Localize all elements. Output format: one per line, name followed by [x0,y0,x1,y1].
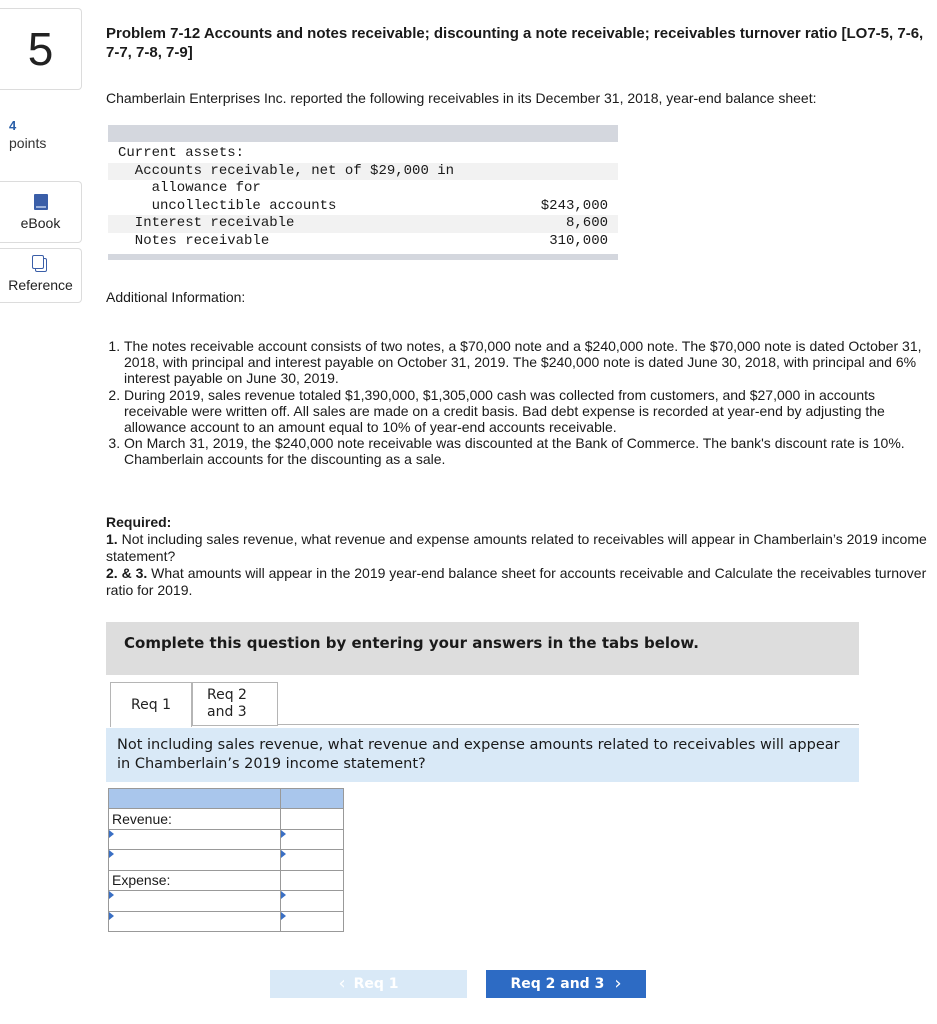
input-marker-icon [281,891,286,899]
table-row [109,850,344,871]
balance-sheet-footer [108,254,618,260]
problem-intro: Chamberlain Enterprises Inc. reported the following receivables in its December 31, 2018, year-end balance sheet: [106,90,817,106]
input-marker-icon [281,850,286,858]
additional-info-list [106,338,931,468]
table-row [108,145,618,163]
reference-button[interactable] [0,248,82,303]
expense-item-cell[interactable] [109,891,281,912]
expense-item-cell[interactable] [109,911,281,932]
revenue-amount-cell[interactable] [281,829,344,850]
points-label: points [9,135,47,151]
table-row [108,233,618,251]
revenue-item-cell[interactable] [109,850,281,871]
revenue-amount-input[interactable] [284,830,340,848]
table-header-row [109,789,344,809]
chevron-right-icon: › [614,973,622,994]
header-cell [109,789,281,809]
table-row [109,870,344,891]
ebook-button[interactable] [0,181,82,243]
tab-label: Req 2 and 3 [207,687,247,720]
instruction-banner: Complete this question by entering your answers in the tabs below. [106,622,859,675]
row-label: Accounts receivable, net of $29,000 in [118,162,455,179]
expense-amount-cell[interactable] [281,891,344,912]
copy-icon [35,258,47,272]
list-item: 3. On March 31, 2019, the $240,000 note receivable was discounted at the Bank of Commerce. The bank's discount rate is 10%. Chamberlain accounts for the discounting as a sale. [124,435,931,467]
row-value: $243,000 [540,197,608,214]
revenue-item-input[interactable] [112,851,277,869]
answer-table [108,788,344,932]
required-heading: Required: [106,514,172,530]
revenue-amount-cell[interactable] [281,850,344,871]
revenue-label: Revenue: [109,809,281,830]
row-label: Current assets: [118,145,245,161]
table-row [109,911,344,932]
expense-amount-cell[interactable] [281,911,344,932]
dropdown-marker-icon [109,830,114,838]
tab-req-2-and-3[interactable] [192,682,278,726]
tab-question: Not including sales revenue, what revenue and expense amounts related to receivables will appear in Chamberlain’s 2019 income statement? [106,728,859,782]
chevron-left-icon: ‹ [338,973,346,994]
table-row [108,180,618,198]
dropdown-marker-icon [109,891,114,899]
tab-label: Req 1 [131,696,171,713]
row-label: Notes receivable [118,232,270,249]
required-item-1 [106,531,934,565]
expense-amount-input[interactable] [284,892,340,910]
next-req-button[interactable] [486,970,646,998]
list-item: 2. During 2019, sales revenue totaled $1,390,000, $1,305,000 cash was collected from customers, and $27,000 in accounts receivable were written off. All sales are made on a credit basis. Bad debt expense is recorded at year-end by adjusting the allowance account to an amount equal to 10% of year-end accounts receivable. [124,387,931,436]
row-label: uncollectible accounts [118,197,337,214]
table-row [108,215,618,233]
row-value: 310,000 [549,232,608,249]
balance-sheet-table [108,125,618,260]
expense-label: Expense: [109,870,281,891]
tab-divider [278,724,859,725]
table-row [109,809,344,830]
row-label: Interest receivable [118,215,295,231]
ebook-label: eBook [20,214,61,231]
tab-req-1[interactable] [110,682,192,727]
input-marker-icon [281,830,286,838]
required-text: Not including sales revenue, what revenue and expense amounts related to receivables will appear in Chamberlain’s 2019 income statement? [106,531,927,564]
required-num: 1. [106,531,118,547]
balance-sheet-header [108,125,618,142]
table-row [109,829,344,850]
prev-label: Req 1 [353,976,399,992]
table-row [109,891,344,912]
row-value: 8,600 [565,215,608,231]
required-item-2 [106,565,934,599]
table-row [108,198,618,216]
table-cell [281,809,344,830]
required-section [106,514,934,599]
question-number: 5 [0,8,82,90]
expense-amount-input[interactable] [284,912,340,930]
revenue-item-cell[interactable] [109,829,281,850]
input-marker-icon [281,912,286,920]
table-row [108,163,618,181]
book-icon [34,194,48,210]
row-label: allowance for [118,180,261,196]
list-item: 1. The notes receivable account consists of two notes, a $70,000 note and a $240,000 note. The $70,000 note is dated October 31, 2018, with principal and interest payable on October 31, 2019. The $240,000 note is dated June 30, 2018, with principal and 6% interest payable on June 30, 2019. [124,338,931,387]
expense-item-input[interactable] [112,912,277,930]
revenue-amount-input[interactable] [284,851,340,869]
next-label: Req 2 and 3 [510,976,605,992]
required-num: 2. & 3. [106,565,148,581]
dropdown-marker-icon [109,912,114,920]
header-cell [281,789,344,809]
dropdown-marker-icon [109,850,114,858]
points-value: 4 [9,118,17,133]
problem-title: Problem 7-12 Accounts and notes receivable; discounting a note receivable; receivables turnover ratio [LO7-5, 7-6, 7-7, 7-8, 7-9] [106,25,924,61]
expense-item-input[interactable] [112,892,277,910]
table-cell [281,870,344,891]
additional-info-heading: Additional Information: [106,289,246,305]
prev-req-button[interactable] [270,970,467,998]
reference-label: Reference [8,277,73,293]
required-text: What amounts will appear in the 2019 year-end balance sheet for accounts receivable and Calculate the receivables turnover ratio for 2019. [106,565,927,598]
revenue-item-input[interactable] [112,830,277,848]
